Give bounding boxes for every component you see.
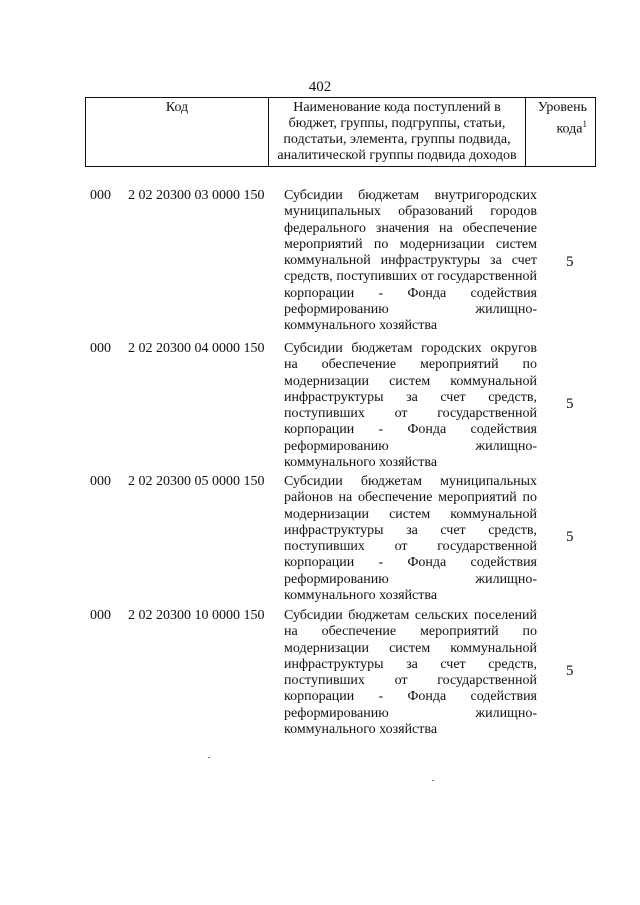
revenue-code: 2 02 20300 05 0000 150 xyxy=(128,474,265,489)
header-code: Код xyxy=(86,98,269,167)
admin-code: 000 xyxy=(90,188,111,203)
code-level: 5 xyxy=(566,254,574,270)
revenue-name: Субсидии бюджетам внутригородских муниципальных образований городов федерального значения на обеспечение мероприятий по модернизации систем коммунальной инфраструктуры за счет средств, поступивших от государственной корпорации - Фонда содействия реформированию жилищно-коммунального хозяйства xyxy=(284,188,537,334)
admin-code: 000 xyxy=(90,608,111,623)
scan-speck xyxy=(208,757,210,758)
header-table xyxy=(85,97,596,167)
page-number: 402 xyxy=(308,79,332,95)
revenue-code: 2 02 20300 04 0000 150 xyxy=(128,341,265,356)
admin-code: 000 xyxy=(90,474,111,489)
code-level: 5 xyxy=(566,529,574,545)
code-level: 5 xyxy=(566,663,574,679)
revenue-name: Субсидии бюджетам городских округов на обеспечение мероприятий по модернизации систем коммунальной инфраструктуры за счет средств, поступивших от государственной корпорации - Фонда содействия реформированию жилищно-коммунального хозяйства xyxy=(284,341,537,471)
admin-code: 000 xyxy=(90,341,111,356)
header-level-cell xyxy=(526,98,596,167)
revenue-code: 2 02 20300 10 0000 150 xyxy=(128,608,265,623)
scan-speck xyxy=(432,780,434,781)
header-row xyxy=(86,98,596,167)
revenue-name: Субсидии бюджетам муниципальных районов на обеспечение мероприятий по модернизации систем коммунальной инфраструктуры за счет средств, поступивших от государственной корпорации - Фонда содействия реформированию жилищно-коммунального хозяйства xyxy=(284,474,537,604)
header-level: Уровень кода xyxy=(537,100,587,137)
revenue-name: Субсидии бюджетам сельских поселений на обеспечение мероприятий по модернизации систем коммунальной инфраструктуры за счет средств, поступивших от государственной корпорации - Фонда содействия реформированию жилищно-коммунального хозяйства xyxy=(284,608,537,738)
header-level-footnote: 1 xyxy=(582,119,587,129)
header-name: Наименование кода поступлений в бюджет, группы, подгруппы, статьи, подстатьи, элемента, группы подвида, аналитической группы подвида доходов xyxy=(269,98,526,167)
code-level: 5 xyxy=(566,396,574,412)
revenue-code: 2 02 20300 03 0000 150 xyxy=(128,188,265,203)
